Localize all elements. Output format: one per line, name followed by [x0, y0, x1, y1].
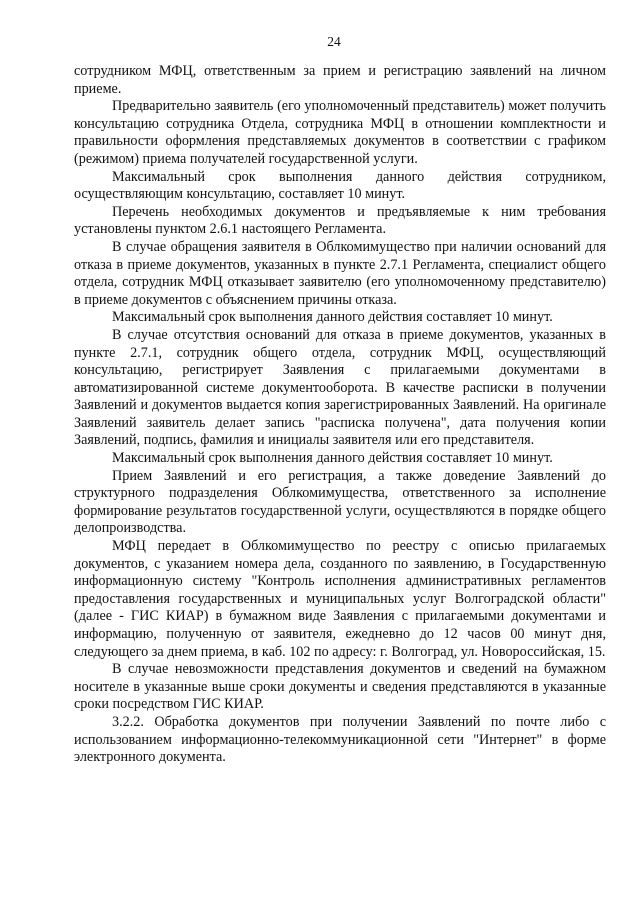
paragraph-consultation-time-limit: Максимальный срок выполнения данного действия сотрудником, осуществляющим консультацию, составляет 10 минут. [74, 168, 606, 203]
paragraph-preliminary-consultation: Предварительно заявитель (его уполномоченный представитель) может получить консультацию сотрудника Отдела, сотрудника МФЦ в отношении комплектности и правильности оформления представляемых документов в соответствии с графиком (режимом) приема получателей государственной услуги. [74, 98, 606, 167]
paragraph-documents-list: Перечень необходимых документов и предъявляемые к ним требования установлены пунктом 2.6.1 настоящего Регламента. [74, 203, 606, 238]
page-number: 24 [327, 34, 341, 49]
paragraph-registration: В случае отсутствия оснований для отказа в приеме документов, указанных в пункте 2.7.1, сотрудник общего отдела, сотрудник МФЦ, осуществляющий консультацию, регистрирует Заявления с прилагаемыми документами в автоматизированной системе документооборота. В качестве расписки в получении Заявлений и документов выдается копия зарегистрированных Заявлений. На оригинале Заявлений заявитель делает запись "расписка получена", дата получения копии Заявлений, подпись, фамилия и инициалы заявителя или его представителя. [74, 326, 606, 449]
paragraph-gis-kiar-fallback: В случае невозможности представления документов и сведений на бумажном носителе в указанные выше сроки документы и сведения представляются в указанные сроки посредством ГИС КИАР. [74, 661, 606, 713]
paragraph-section-3-2-2: 3.2.2. Обработка документов при получении Заявлений по почте либо с использованием информационно-телекоммуникационной сети "Интернет" в форме электронного документа. [74, 713, 606, 766]
paragraph-reception-procedure: Прием Заявлений и его регистрация, а также доведение Заявлений до структурного подразделения Облкомимущества, ответственного за исполнение формирование результатов государственной услуги, осуществляются в порядке общего делопроизводства. [74, 467, 606, 537]
paragraph-mfc-transfer: МФЦ передает в Облкомимущество по реестру с описью прилагаемых документов, с указанием номера дела, созданного по заявлению, в Государственную информационную систему "Контроль исполнения административных регламентов предоставления государственных и муниципальных услуг Волгоградской области" (далее - ГИС КИАР) в бумажном виде Заявления с прилагаемыми документами и информацию, полученную от заявителя, ежедневно до 12 часов 00 минут дня, следующего за днем приема, в каб. 102 по адресу: г. Волгоград, ул. Новороссийская, 15. [74, 538, 606, 660]
paragraph-continuation: сотрудником МФЦ, ответственным за прием и регистрацию заявлений на личном приеме. [74, 63, 606, 97]
paragraph-refusal-time-limit: Максимальный срок выполнения данного действия составляет 10 минут. [112, 309, 553, 326]
paragraph-refusal-grounds: В случае обращения заявителя в Облкомимущество при наличии оснований для отказа в приеме документов, указанных в пункте 2.7.1 Регламента, специалист общего отдела, сотрудник МФЦ отказывает заявителю (его уполномоченному представителю) в приеме документов с объяснением причины отказа. [74, 238, 606, 308]
paragraph-registration-time-limit: Максимальный срок выполнения данного действия составляет 10 минут. [112, 450, 553, 467]
document-body [74, 63, 606, 767]
